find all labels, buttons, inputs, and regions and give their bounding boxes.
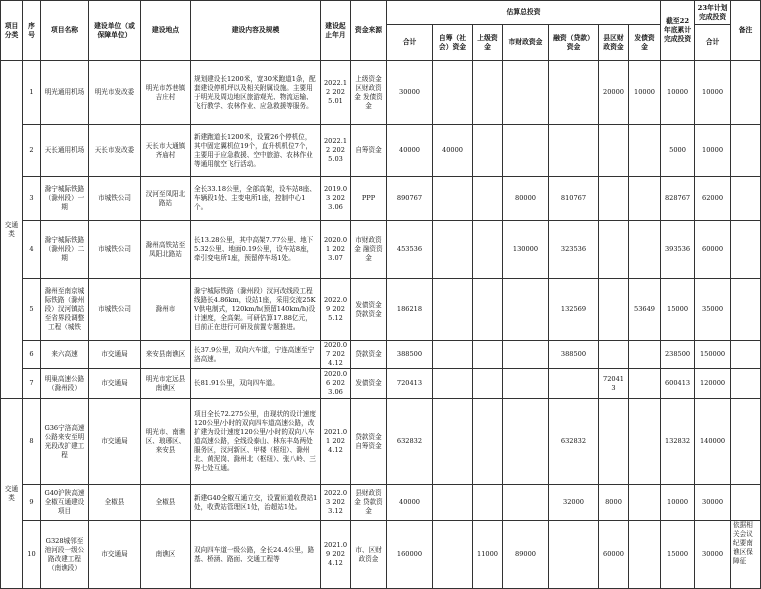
cell-unit: 天长市发改委	[89, 125, 141, 177]
cell-upper	[473, 485, 503, 521]
cell-upper: 11000	[473, 521, 503, 589]
cell-remark	[731, 485, 761, 521]
cell-remark: 依据相关会议纪要南谯区保障征	[731, 521, 761, 589]
cell-seq: 6	[23, 341, 41, 369]
cell-source: 市财政资金 融资资金	[351, 221, 387, 279]
cell-content: 长13.28公里，其中高架7.77公里、地下5.32公里、地面0.19公里，设车站8座，牵引变电所1座，预留停车场1处。	[191, 221, 321, 279]
cell-location: 滁州高铁站至凤阳北路站	[141, 221, 191, 279]
cell-total: 160000	[387, 521, 433, 589]
cell-total: 40000	[387, 125, 433, 177]
cell-remark	[731, 399, 761, 485]
cell-seq: 10	[23, 521, 41, 589]
cell-source: 自筹资金	[351, 125, 387, 177]
cell-cumulative: 828767	[661, 177, 695, 221]
cell-content: 长37.9公里，双向六车道，宁连高速至宁洛高速。	[191, 341, 321, 369]
cell-upper	[473, 221, 503, 279]
cell-location: 全椒县	[141, 485, 191, 521]
table-row	[1, 399, 761, 485]
cell-name: G40沪陕高速全椒互通建设项目	[41, 485, 89, 521]
cell-unit: 市城铁公司	[89, 221, 141, 279]
cell-name: 明巢高速公路（滁州段）	[41, 369, 89, 399]
cell-upper	[473, 369, 503, 399]
header-financing: 融资（贷款）资金	[549, 25, 599, 61]
cell-bond	[629, 399, 661, 485]
cell-bond	[629, 485, 661, 521]
cell-bond	[629, 369, 661, 399]
cell-self-raised	[433, 221, 473, 279]
cell-location: 明光市定远县南谯区	[141, 369, 191, 399]
cell-unit: 市交通局	[89, 521, 141, 589]
cell-unit: 市城铁公司	[89, 279, 141, 341]
cell-city-fiscal	[503, 279, 549, 341]
cell-cumulative: 10000	[661, 61, 695, 125]
cell-financing: 32000	[549, 485, 599, 521]
cell-unit: 市交通局	[89, 341, 141, 369]
cell-total: 453536	[387, 221, 433, 279]
cell-county-fiscal	[599, 177, 629, 221]
cell-financing: 132569	[549, 279, 599, 341]
header-plan-total: 合计	[695, 25, 731, 61]
header-source: 资金来源	[351, 1, 387, 61]
cell-location: 明光市苏巷镇吉庄村	[141, 61, 191, 125]
cell-location: 汊河至凤阳北路站	[141, 177, 191, 221]
header-investment-group: 估算总投资	[387, 1, 661, 25]
cell-seq: 7	[23, 369, 41, 399]
cell-name: 明光通用机场	[41, 61, 89, 125]
cell-content: 项目全长72.275公里，由现状的设计速度120公里/小时的双向四车道高速公路，改扩建为设计速度120公里/小时的双向八车道高速公路，全线设泰山、林东丰岛两处服务区，汊河新区、甲楼（枢纽）、滁州北、黄泥岗、滁州北（枢纽）、张八岭、三界七处互通。	[191, 399, 321, 485]
cell-bond: 53649	[629, 279, 661, 341]
cell-unit: 市交通局	[89, 399, 141, 485]
cell-self-raised	[433, 61, 473, 125]
cell-cumulative: 10000	[661, 485, 695, 521]
cell-period: 2022.12 2025.01	[321, 61, 351, 125]
cell-plan-total: 62000	[695, 177, 731, 221]
cell-county-fiscal: 8000	[599, 485, 629, 521]
cell-total: 720413	[387, 369, 433, 399]
cell-county-fiscal	[599, 221, 629, 279]
cell-name: 滁宁城际铁路（滁州段）二期	[41, 221, 89, 279]
cell-bond	[629, 341, 661, 369]
cell-source: 发债资金 贷款资金	[351, 279, 387, 341]
table-row	[1, 521, 761, 589]
cell-city-fiscal: 80000	[503, 177, 549, 221]
cell-self-raised	[433, 521, 473, 589]
cell-total: 388500	[387, 341, 433, 369]
cell-source: 县财政资金 贷款资金	[351, 485, 387, 521]
cell-self-raised	[433, 369, 473, 399]
header-upper: 上级资金	[473, 25, 503, 61]
header-cumulative: 截至22年底累计完成投资	[661, 1, 695, 61]
cell-bond: 10000	[629, 61, 661, 125]
cell-location: 来安县南谯区	[141, 341, 191, 369]
header-total: 合计	[387, 25, 433, 61]
cell-location: 明光市、南谯区、琅琊区、来安县	[141, 399, 191, 485]
header-location: 建设地点	[141, 1, 191, 61]
header-content: 建设内容及规模	[191, 1, 321, 61]
header-period: 建设起止年月	[321, 1, 351, 61]
cell-source: 上级资金 区财政资金 发债资金	[351, 61, 387, 125]
cell-seq: 8	[23, 399, 41, 485]
cell-source: 贷款资金	[351, 341, 387, 369]
cell-remark	[731, 177, 761, 221]
cell-upper	[473, 399, 503, 485]
cell-total: 40000	[387, 485, 433, 521]
cell-location: 滁州市	[141, 279, 191, 341]
cell-county-fiscal: 60000	[599, 521, 629, 589]
cell-plan-total: 150000	[695, 341, 731, 369]
table-row	[1, 221, 761, 279]
category-cell: 交通类	[1, 399, 23, 589]
cell-cumulative: 600413	[661, 369, 695, 399]
cell-financing	[549, 61, 599, 125]
cell-period: 2019.03 2023.06	[321, 177, 351, 221]
cell-financing: 323536	[549, 221, 599, 279]
cell-name: G328城邻至池河段一级公路改建工程（南谯段）	[41, 521, 89, 589]
cell-county-fiscal	[599, 125, 629, 177]
cell-self-raised	[433, 399, 473, 485]
cell-cumulative: 393536	[661, 221, 695, 279]
cell-name: G36宁洛高速公路来安至明光段改扩建工程	[41, 399, 89, 485]
cell-content: 滁宁城际铁路（滁州段）汊河改线段工程线路长4.86km，设站1座，采用交流25KV供电制式，120km/h(预留140km/h)设计速度，全高架。可研估算17.88亿元，目前正在进行可研及前置专题推进。	[191, 279, 321, 341]
cell-period: 2021.09 2024.12	[321, 521, 351, 589]
cell-county-fiscal: 720413	[599, 369, 629, 399]
cell-plan-total: 35000	[695, 279, 731, 341]
cell-seq: 3	[23, 177, 41, 221]
cell-remark	[731, 61, 761, 125]
cell-cumulative: 15000	[661, 279, 695, 341]
table-row	[1, 125, 761, 177]
cell-upper	[473, 125, 503, 177]
cell-source: 贷款资金 自筹资金	[351, 399, 387, 485]
cell-upper	[473, 279, 503, 341]
cell-city-fiscal	[503, 125, 549, 177]
cell-city-fiscal	[503, 485, 549, 521]
table-row	[1, 61, 761, 125]
cell-county-fiscal: 20000	[599, 61, 629, 125]
cell-upper	[473, 177, 503, 221]
cell-county-fiscal	[599, 279, 629, 341]
header-name: 项目名称	[41, 1, 89, 61]
cell-period: 2022.03 2023.12	[321, 485, 351, 521]
cell-unit: 全椒县	[89, 485, 141, 521]
table-row	[1, 369, 761, 399]
cell-source: PPP	[351, 177, 387, 221]
cell-self-raised	[433, 177, 473, 221]
cell-city-fiscal: 130000	[503, 221, 549, 279]
cell-cumulative: 238500	[661, 341, 695, 369]
cell-plan-total: 10000	[695, 61, 731, 125]
cell-self-raised: 40000	[433, 125, 473, 177]
cell-content: 新建跑道长1200米，设置26个停机位，其中固定翼机位19个，直升机机位7个，主要用于应急救援、空中旅游、农林作业等通用航空飞行活动。	[191, 125, 321, 177]
cell-content: 双向四车道一级公路，全长24.4公里，路基、桥涵、路面、交通工程等	[191, 521, 321, 589]
cell-content: 新建G40全椒互通立交，设置匝道收费站1处，收费站管理区1处，治超站1处。	[191, 485, 321, 521]
cell-self-raised	[433, 279, 473, 341]
cell-financing: 810767	[549, 177, 599, 221]
cell-period: 2022.09 2025.12	[321, 279, 351, 341]
header-county-fiscal: 县区财政资金	[599, 25, 629, 61]
cell-financing	[549, 521, 599, 589]
cell-content: 长81.91公里，双向四车道。	[191, 369, 321, 399]
cell-name: 来六高速	[41, 341, 89, 369]
header-unit: 建设单位（或保障单位）	[89, 1, 141, 61]
cell-content: 全长33.18公里，全部高架，设车站8座、车辆段1处、主变电所1座，控制中心1个。	[191, 177, 321, 221]
cell-total: 890767	[387, 177, 433, 221]
cell-cumulative: 132832	[661, 399, 695, 485]
cell-source: 市、区财政资金	[351, 521, 387, 589]
cell-self-raised	[433, 485, 473, 521]
cell-financing	[549, 125, 599, 177]
cell-name: 天长通用机场	[41, 125, 89, 177]
cell-financing: 632832	[549, 399, 599, 485]
cell-period: 2021.01 2024.12	[321, 399, 351, 485]
header-category: 项目分类	[1, 1, 23, 61]
header-bond: 发债资金	[629, 25, 661, 61]
cell-plan-total: 10000	[695, 125, 731, 177]
cell-cumulative: 15000	[661, 521, 695, 589]
header-self-raised: 自筹（社会）资金	[433, 25, 473, 61]
cell-remark	[731, 369, 761, 399]
cell-content: 规划建设长1200米，宽30米跑道1条，配套建设停机坪以及相关附属设施。主要用于明光及周边地区旅游观光、物流运输、飞行教学、农林作业、应急救援等服务。	[191, 61, 321, 125]
cell-bond	[629, 521, 661, 589]
cell-city-fiscal: 89000	[503, 521, 549, 589]
cell-plan-total: 140000	[695, 399, 731, 485]
cell-bond	[629, 177, 661, 221]
cell-seq: 4	[23, 221, 41, 279]
cell-remark	[731, 279, 761, 341]
cell-unit: 市城铁公司	[89, 177, 141, 221]
cell-seq: 2	[23, 125, 41, 177]
cell-plan-total: 30000	[695, 485, 731, 521]
cell-unit: 市交通局	[89, 369, 141, 399]
header-seq: 序号	[23, 1, 41, 61]
cell-period: 2022.12 2025.03	[321, 125, 351, 177]
table-row	[1, 341, 761, 369]
cell-plan-total: 60000	[695, 221, 731, 279]
cell-self-raised	[433, 341, 473, 369]
cell-name-text: 滁州至南京城际铁路（滁州段）汊河镇站至省界段调整工程（城铁	[44, 287, 85, 331]
cell-upper	[473, 61, 503, 125]
header-remark: 备注	[731, 1, 761, 61]
table-row	[1, 177, 761, 221]
cell-seq: 5	[23, 279, 41, 341]
cell-remark	[731, 221, 761, 279]
cell-total: 30000	[387, 61, 433, 125]
category-cell: 交通类	[1, 61, 23, 399]
cell-city-fiscal	[503, 399, 549, 485]
cell-unit: 明光市发改委	[89, 61, 141, 125]
cell-bond	[629, 221, 661, 279]
header-plan-group: 23年计划完成投资	[695, 1, 731, 25]
cell-plan-total: 120000	[695, 369, 731, 399]
cell-source: 发债资金	[351, 369, 387, 399]
cell-financing: 388500	[549, 341, 599, 369]
cell-period: 2020.07 2024.12	[321, 341, 351, 369]
table-row	[1, 485, 761, 521]
cell-location: 南谯区	[141, 521, 191, 589]
cell-total: 632832	[387, 399, 433, 485]
cell-period: 2020.06 2023.06	[321, 369, 351, 399]
cell-city-fiscal	[503, 61, 549, 125]
cell-bond	[629, 125, 661, 177]
cell-city-fiscal	[503, 369, 549, 399]
cell-period: 2020.01 2023.07	[321, 221, 351, 279]
cell-name: 滁宁城际铁路（滁州段）一期	[41, 177, 89, 221]
cell-name	[41, 279, 89, 341]
cell-seq: 1	[23, 61, 41, 125]
cell-location: 天长市大通镇齐庙村	[141, 125, 191, 177]
cell-city-fiscal	[503, 341, 549, 369]
cell-upper	[473, 341, 503, 369]
cell-seq: 9	[23, 485, 41, 521]
cell-plan-total: 30000	[695, 521, 731, 589]
cell-cumulative: 5000	[661, 125, 695, 177]
cell-remark	[731, 125, 761, 177]
header-city-fiscal: 市财政资金	[503, 25, 549, 61]
cell-county-fiscal	[599, 399, 629, 485]
cell-total: 186218	[387, 279, 433, 341]
cell-remark	[731, 341, 761, 369]
table-row	[1, 279, 761, 341]
cell-county-fiscal	[599, 341, 629, 369]
cell-financing	[549, 369, 599, 399]
